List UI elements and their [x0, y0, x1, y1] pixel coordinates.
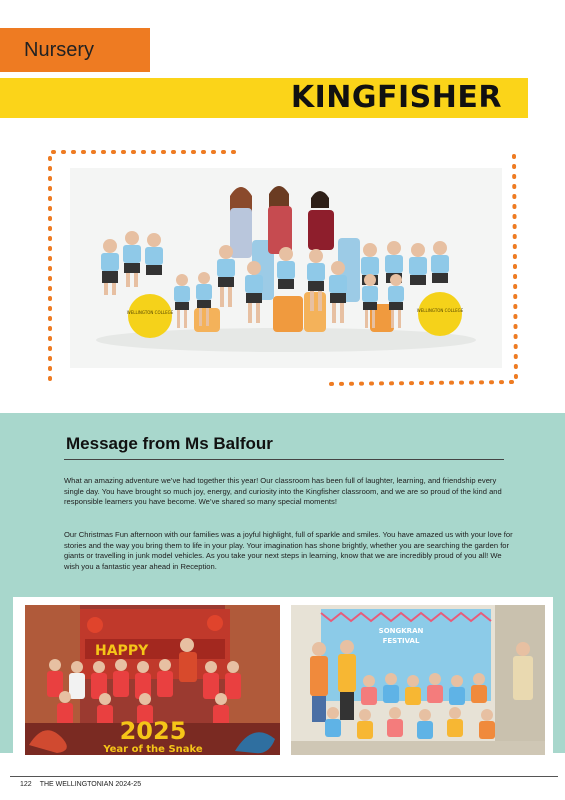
songkran-festival-photo	[291, 605, 545, 755]
page-footer	[20, 781, 141, 788]
songkran-banner-line-2: FESTIVAL	[382, 637, 420, 645]
footer-rule	[10, 776, 558, 777]
message-paragraph-1: What an amazing adventure we’ve had together this year! Our classroom has been full of laughter, learning, and friendship every single day. You have brought so much joy, energy, and curiosity into the Kingfisher classroom, and we are so proud of the kind and responsible learners you have become. We’ve shared so many special moments!	[64, 476, 502, 507]
message-heading: Message from Ms Balfour	[66, 434, 273, 453]
heading-underline	[64, 459, 504, 460]
songkran-banner-line-1: SONGKRAN	[378, 627, 424, 635]
message-paragraph-2: Our Christmas Fun afternoon with our families was a joyful highlight, full of sparkle and smiles. You have amazed us with your love for stories and the way you bring them to life in your play. Your imagination has shone brightly, whether you are searching the garden for giants or travelling in junk model vehicles. As you take your next steps in learning, know that we are incredibly proud of you all! We wish you a fantastic year ahead in Reception.	[64, 530, 513, 571]
happy-banner-text: HAPPY	[95, 643, 149, 659]
class-title: KINGFISHER	[290, 80, 502, 115]
lunar-new-year-photo	[25, 605, 280, 755]
section-tab	[0, 28, 150, 72]
page-number: 122	[20, 781, 32, 788]
title-band	[0, 78, 528, 118]
left-sign-text: WELLINGTON COLLEGE	[126, 310, 174, 315]
year-number: 2025	[119, 717, 187, 745]
publication-title: THE WELLINGTONIAN 2024-25	[39, 781, 142, 788]
photo-strip	[13, 597, 553, 762]
year-subtitle: Year of the Snake	[103, 744, 203, 755]
right-sign-text: WELLINGTON COLLEGE	[416, 308, 464, 313]
section-label: Nursery	[24, 38, 95, 61]
class-group-photo	[70, 168, 502, 368]
